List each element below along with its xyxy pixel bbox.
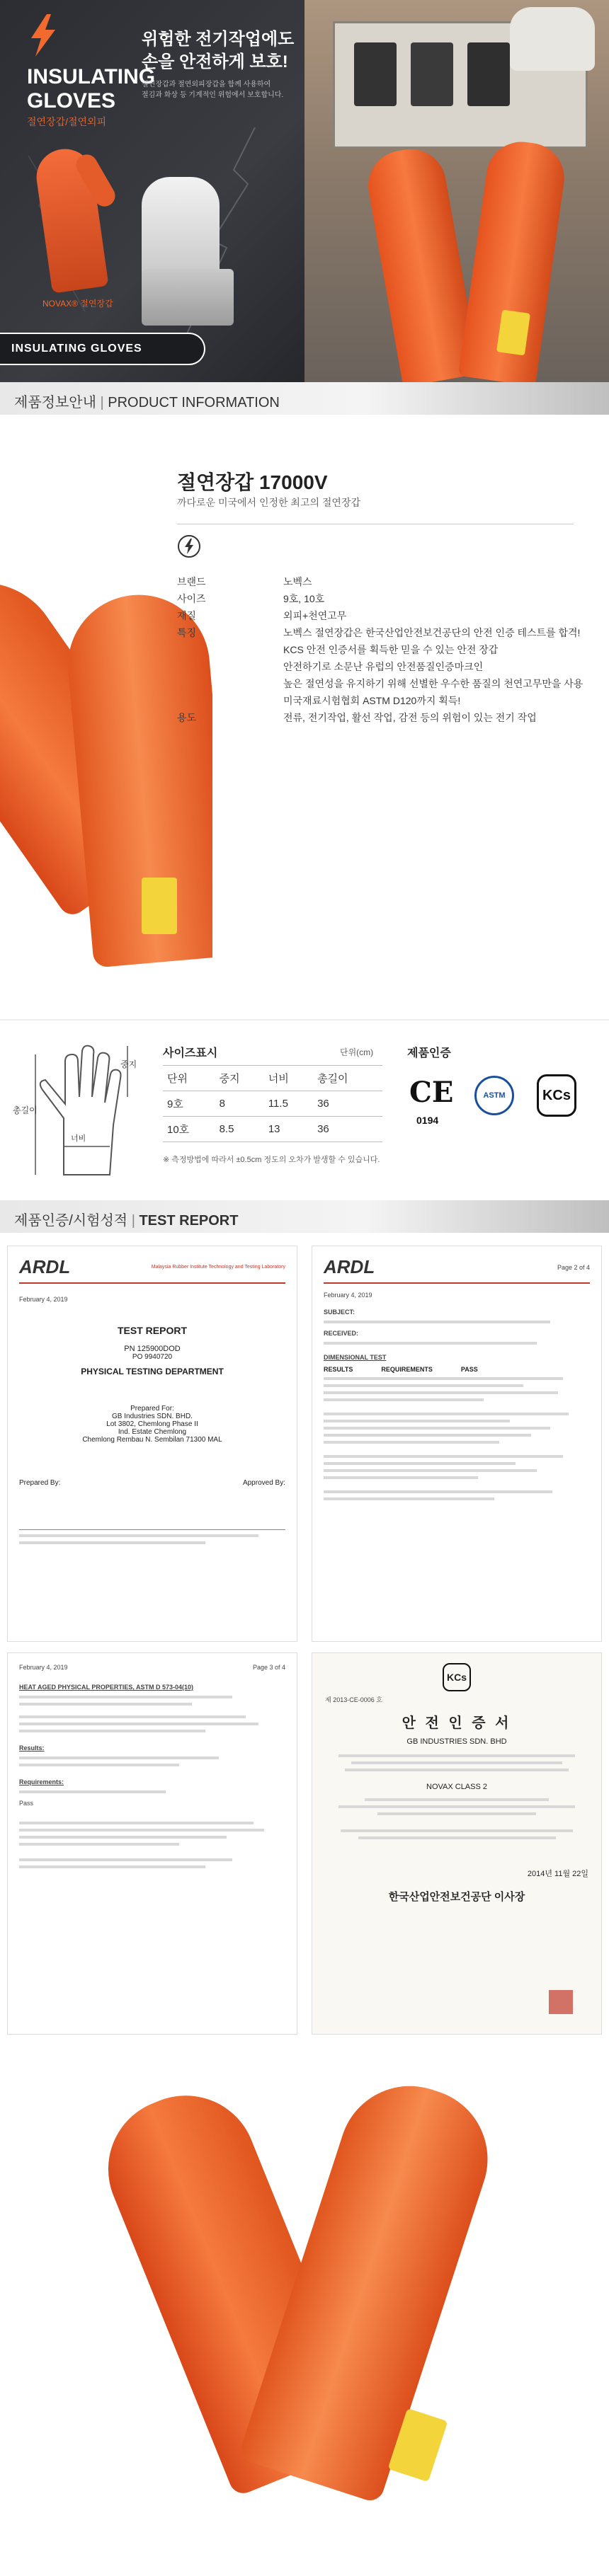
kcs-label: KCs: [446, 1672, 467, 1683]
doc-text-line: [19, 1723, 258, 1725]
ce-mark-icon: CE: [409, 1076, 454, 1109]
doc-company: GB Industries SDN. BHD.: [112, 1413, 193, 1420]
spec-value: 외피+천연고무: [283, 610, 347, 621]
glove-class-label: [496, 310, 530, 356]
spec-label: 특징: [177, 627, 197, 638]
doc-text-line: [19, 1764, 179, 1766]
astm-logo-icon: [474, 1076, 514, 1115]
doc-text-line: [324, 1469, 537, 1472]
doc-text-line: [338, 1754, 576, 1757]
doc-text-line: [324, 1497, 494, 1500]
kcs-label: KCs: [542, 1087, 571, 1103]
doc-pass-label: PASS: [460, 1366, 478, 1373]
doc-requirements: Requirements:: [19, 1778, 64, 1786]
product-tag: NOVAX® 절연장갑: [42, 299, 113, 309]
lightning-circle-icon: [177, 534, 201, 558]
doc-header-line: [19, 1282, 285, 1284]
spec-row: [177, 709, 588, 726]
size-table-header: [163, 1066, 382, 1091]
hero-title-line2: GLOVES: [27, 89, 116, 113]
doc-pn: PN 125900DOD: [124, 1345, 181, 1353]
cert-company: GB INDUSTRIES SDN. BHD: [406, 1737, 507, 1746]
size-header-cell: 중지: [215, 1066, 264, 1091]
cert-issuer: 한국산업안전보건공단 이사장: [388, 1891, 525, 1903]
glove-class-label: [142, 878, 177, 934]
doc-date: February 4, 2019: [19, 1664, 68, 1671]
doc-footer-text: [19, 1534, 258, 1537]
spec-row: [177, 692, 588, 709]
doc-text-line: [19, 1822, 254, 1824]
hero-banner: [0, 0, 609, 382]
doc-text-line: [19, 1715, 246, 1718]
spec-row: [177, 590, 588, 607]
doc-header-note: Malaysia Rubber Institute Technology and Testing Laboratory: [151, 1265, 285, 1270]
doc-heading: HEAT AGED PHYSICAL PROPERTIES, ASTM D 573-04(10): [19, 1684, 194, 1691]
size-cell: 36: [313, 1091, 382, 1117]
hero-desc-line1: 절연장갑과 절연외피장갑을 함께 사용하여: [142, 81, 271, 88]
spec-label: 용도: [177, 712, 197, 723]
doc-text-line: [341, 1829, 572, 1832]
hero-title-line1: INSULATING: [27, 65, 156, 88]
hero-slogan-line2: 손을 안전하게 보호!: [142, 52, 288, 71]
doc-results: Results:: [19, 1744, 45, 1752]
spec-value: 높은 절연성을 유지하기 위해 선별한 우수한 품질의 천연고무만을 사용: [283, 678, 584, 689]
lightning-bolt-icon: [27, 14, 59, 57]
spec-row: [177, 641, 588, 658]
size-table-row: [163, 1091, 382, 1117]
doc-prepared-for: Prepared For:: [130, 1405, 174, 1413]
spec-value: 미국재료시험협회 ASTM D120까지 획득!: [283, 695, 461, 706]
size-header-cell: 너비: [264, 1066, 313, 1091]
hero-bottom-banner: [0, 333, 205, 365]
hero-title: [27, 65, 155, 113]
doc-text-line: [345, 1769, 569, 1771]
size-table-row: [163, 1117, 382, 1142]
ardl-logo-icon: ARDL: [324, 1256, 375, 1277]
white-glove-image: [510, 7, 595, 71]
doc-text-line: [324, 1391, 558, 1394]
size-cell: 8: [215, 1091, 264, 1117]
doc-text-line: [324, 1490, 552, 1493]
doc-text-line: [358, 1836, 556, 1839]
spec-row: [177, 675, 588, 692]
cert-model: NOVAX CLASS 2: [426, 1783, 487, 1791]
doc-footer-line: [19, 1529, 285, 1530]
cert-number: 제 2013-CE-0006 호: [325, 1696, 382, 1703]
doc-pass: Pass: [19, 1800, 34, 1807]
spec-value: 전류, 전기작업, 활선 작업, 감전 등의 위험이 있는 전기 작업: [283, 712, 537, 723]
doc-text-line: [19, 1730, 205, 1732]
test-report-document-2: [312, 1246, 602, 1642]
doc-text-line: [324, 1377, 563, 1380]
doc-requirements-heading: REQUIREMENTS: [381, 1366, 433, 1373]
doc-address: Lot 3802, Chemlong Phase II: [106, 1420, 198, 1428]
doc-text-line: [19, 1703, 192, 1706]
cert-title: 안 전 인 증 서: [402, 1715, 512, 1731]
spec-row: [177, 624, 588, 641]
certification-title: 제품인증: [407, 1047, 451, 1059]
doc-results-heading: RESULTS: [324, 1366, 353, 1373]
spec-label: 사이즈: [177, 593, 206, 604]
doc-received: RECEIVED:: [324, 1330, 359, 1337]
doc-date: February 4, 2019: [324, 1292, 372, 1299]
doc-text-line: [324, 1441, 499, 1444]
doc-text-line: [351, 1761, 562, 1764]
doc-subject: SUBJECT:: [324, 1309, 355, 1316]
hero-right-photo: [304, 0, 609, 382]
doc-footer-text: [19, 1541, 205, 1544]
hero-slogan: [142, 28, 294, 74]
size-table: [163, 1065, 382, 1142]
size-chart-title: 사이즈표시: [163, 1047, 218, 1059]
size-cell: 36: [313, 1117, 382, 1142]
test-report-bar-title: 제품인증/시험성적 | TEST REPORT: [14, 1213, 239, 1229]
hero-description: [142, 79, 283, 100]
test-report-bar: [0, 1200, 609, 1233]
doc-text-line: [19, 1696, 232, 1698]
diagram-label-middle-finger: 중지: [120, 1059, 137, 1069]
bar-label-en: PRODUCT INFORMATION: [108, 395, 280, 410]
doc-text-line: [338, 1805, 576, 1808]
size-cell: 13: [264, 1117, 313, 1142]
doc-text-line: [324, 1413, 569, 1415]
doc-text-line: [19, 1865, 205, 1868]
spec-label: 브랜드: [177, 576, 206, 587]
spec-list: [177, 573, 588, 726]
doc-text-line: [19, 1843, 179, 1846]
doc-text-line: [19, 1790, 166, 1793]
breaker-image: [467, 42, 510, 106]
doc-table-heading: DIMENSIONAL TEST: [324, 1354, 387, 1361]
test-report-document-1: [7, 1246, 297, 1642]
size-chart-note: ※ 측정방법에 따라서 ±0.5cm 정도의 오차가 발생할 수 있습니다.: [163, 1156, 380, 1164]
safety-certificate-document: [312, 1652, 602, 2035]
breaker-image: [354, 42, 397, 106]
hero-subtitle: 절연장갑/절연외피: [27, 116, 107, 127]
doc-po: PO 9940720: [132, 1353, 173, 1361]
doc-text-line: [324, 1321, 550, 1323]
doc-text-line: [324, 1427, 550, 1430]
doc-text-line: [324, 1462, 516, 1465]
doc-text-line: [324, 1342, 537, 1345]
spec-row: [177, 573, 588, 590]
doc-text-line: [324, 1398, 484, 1401]
breaker-image: [411, 42, 453, 106]
bar-label-ko: 제품정보안내: [14, 395, 96, 410]
doc-date: February 4, 2019: [19, 1296, 68, 1303]
size-header-cell: 단위: [163, 1066, 215, 1091]
spec-value: 안전하기로 소문난 유럽의 안전품질인증마크인: [283, 661, 484, 672]
size-header-cell: 총길이: [313, 1066, 382, 1091]
doc-text-line: [19, 1829, 264, 1832]
doc-text-line: [19, 1858, 232, 1861]
ardl-logo-icon: ARDL: [19, 1256, 71, 1277]
divider: [0, 1019, 609, 1020]
doc-text-line: [377, 1812, 535, 1815]
doc-text-line: [19, 1836, 227, 1839]
diagram-label-length: 총길이: [13, 1105, 38, 1115]
doc-title: TEST REPORT: [117, 1325, 187, 1336]
doc-text-line: [324, 1455, 563, 1458]
doc-text-line: [324, 1384, 523, 1387]
doc-text-line: [324, 1476, 478, 1479]
cert-date: 2014년 11월 22일: [527, 1870, 588, 1878]
size-cell: 10호: [163, 1117, 215, 1142]
doc-prepared-by: Prepared By:: [19, 1479, 61, 1487]
spec-value: 9호, 10호: [283, 593, 325, 604]
ce-number: 0194: [416, 1115, 439, 1126]
hero-left-panel: [0, 0, 304, 382]
doc-text-line: [324, 1434, 531, 1437]
size-cell: 11.5: [264, 1091, 313, 1117]
doc-page: Page 3 of 4: [252, 1664, 285, 1671]
bottom-gloves-image: [0, 2045, 609, 2576]
doc-address: Ind. Estate Chemlong: [118, 1428, 187, 1436]
product-tagline: 까다로운 미국에서 인정한 최고의 절연장갑: [177, 497, 360, 508]
spec-label: 재질: [177, 610, 197, 621]
product-info-bar: [0, 382, 609, 415]
doc-address: Chemlong Rembau N. Sembilan 71300 MAL: [82, 1436, 222, 1444]
hero-slogan-line1: 위험한 전기작업에도: [142, 30, 295, 49]
official-seal-icon: [549, 1990, 573, 2014]
spec-value: 노벡스 절연장갑은 한국산업안전보건공단의 안전 인증 테스트를 합격!: [283, 627, 581, 638]
size-chart-unit: 단위(cm): [340, 1047, 374, 1057]
bar-label-en: TEST REPORT: [139, 1213, 239, 1229]
doc-approved-by: Approved By:: [242, 1479, 285, 1487]
size-cell: 8.5: [215, 1117, 264, 1142]
hero-desc-line2: 절김과 화상 등 기계적인 위험에서 보호합니다.: [142, 91, 284, 99]
astm-label: ASTM: [483, 1091, 506, 1100]
spec-value: KCS 안전 인증서를 획득한 믿을 수 있는 안전 장갑: [283, 644, 499, 655]
hero-bottom-banner-text: INSULATING GLOVES: [11, 343, 142, 355]
product-name: 절연장갑 17000V: [177, 471, 328, 493]
test-report-document-3: [7, 1652, 297, 2035]
doc-header-line: [324, 1282, 590, 1284]
diagram-label-width: 너비: [71, 1134, 86, 1143]
doc-text-line: [324, 1420, 510, 1422]
doc-page: Page 2 of 4: [557, 1263, 590, 1271]
kcs-logo-icon: [443, 1663, 471, 1691]
leather-glove-cuff: [142, 269, 234, 326]
spec-row: [177, 658, 588, 675]
doc-text-line: [19, 1756, 219, 1759]
spec-value: 노벡스: [283, 576, 312, 587]
kcs-logo-icon: [537, 1074, 576, 1117]
doc-text-line: [365, 1798, 549, 1801]
spec-row: [177, 607, 588, 624]
bar-label-ko: 제품인증/시험성적: [14, 1213, 128, 1229]
product-info-bar-title: 제품정보안내 | PRODUCT INFORMATION: [14, 395, 280, 410]
doc-dept: PHYSICAL TESTING DEPARTMENT: [81, 1367, 224, 1376]
size-cell: 9호: [163, 1091, 215, 1117]
